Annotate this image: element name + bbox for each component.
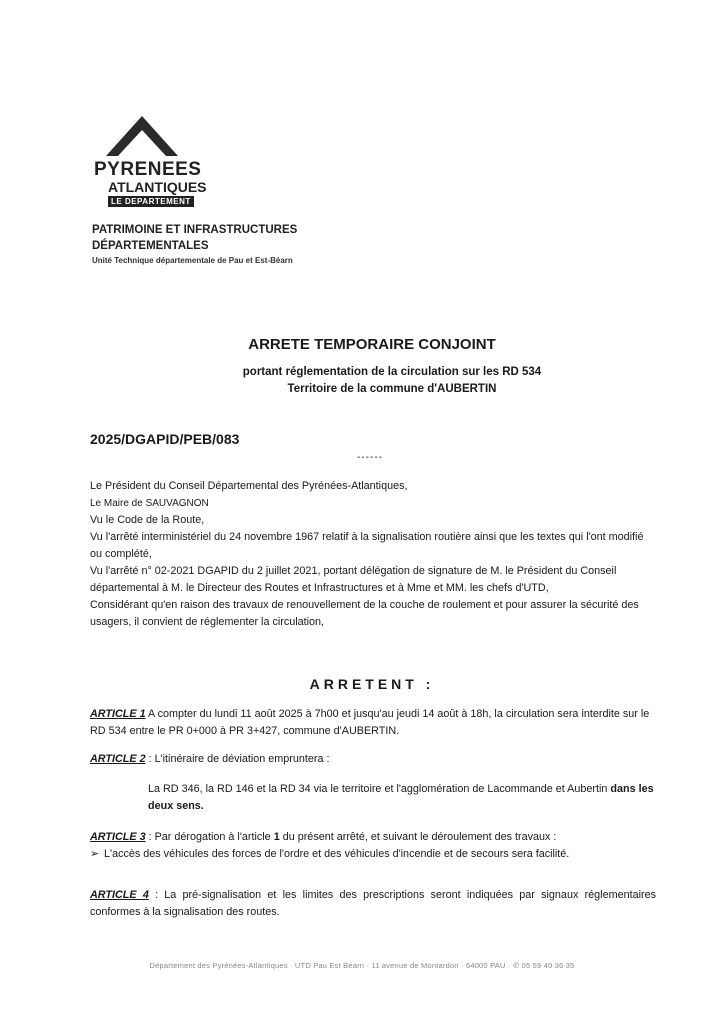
preamble-line: Le Maire de SAUVAGNON <box>90 498 209 509</box>
article-label: ARTICLE 4 <box>90 889 149 901</box>
detour-route: La RD 346, la RD 146 et la RD 34 via le territoire et l'agglomération de Lacommande et Aubertin <box>148 783 611 795</box>
article-4 <box>90 887 656 921</box>
service-unit: Unité Technique départementale de Pau et Est-Béarn <box>92 256 293 265</box>
preamble-line: Vu le Code de la Route, <box>90 514 205 526</box>
preamble-line: Vu l'arrêté interministériel du 24 novembre 1967 relatif à la signalisation routière ainsi que les textes qui l'ont modifié ou complété, <box>90 531 644 560</box>
document-title: ARRETE TEMPORAIRE CONJOINT <box>248 336 496 353</box>
department-logo <box>88 112 207 212</box>
article-text: : Par dérogation à l'article <box>145 831 274 843</box>
detour-direction: dans les deux sens. <box>148 783 654 812</box>
service-header <box>92 222 297 267</box>
article-2-detail <box>148 781 656 815</box>
page-footer: Département des Pyrénées-Atlantiques · UTD Pau Est Béarn · 11 avenue de Montardon · 64000 PAU · ✆ 05 59 40 36 35 <box>149 961 575 970</box>
decision-heading: ARRETENT : <box>309 676 435 692</box>
article-2 <box>90 751 656 768</box>
article-1 <box>90 706 656 740</box>
subtitle-line-2: Territoire de la commune d'AUBERTIN <box>287 383 497 395</box>
preamble-line: Vu l'arrêté n° 02-2021 DGAPID du 2 juillet 2021, portant délégation de signature de M. le Président du Conseil départemental à M. le Directeur des Routes et Infrastructures et à Mme et MM. les chefs d'UTD, <box>90 565 617 594</box>
service-line-2: DÉPARTEMENTALES <box>92 240 209 252</box>
article-text: : La pré-signalisation et les limites des prescriptions seront indiquées par signaux réglementaires conformes à la signalisation des routes. <box>90 889 656 918</box>
separator: ------ <box>357 452 383 463</box>
article-label: ARTICLE 3 <box>90 831 146 843</box>
preamble-line: Le Président du Conseil Départemental des Pyrénées-Atlantiques, <box>90 480 408 492</box>
article-ref-number: 1 <box>273 831 280 843</box>
arrow-bullet-icon: ➢ <box>90 848 100 860</box>
logo-text-pyrenees: PYRENEES <box>94 159 202 180</box>
article-text: A compter du lundi 11 août 2025 à 7h00 et jusqu'au jeudi 14 août à 18h, la circulation sera interdite sur le RD 534 entre le PR 0+000 à PR 3+427, commune d'AUBERTIN. <box>90 708 650 737</box>
article-text-cont: du présent arrêté, et suivant le déroulement des travaux : <box>279 831 557 843</box>
article-label: ARTICLE 2 <box>90 753 146 765</box>
logo-text-atlantiques: ATLANTIQUES <box>108 179 207 195</box>
service-line-1: PATRIMOINE ET INFRASTRUCTURES <box>92 224 298 236</box>
document-subtitle <box>30 364 724 398</box>
preamble-line: Considérant qu'en raison des travaux de renouvellement de la couche de roulement et pour assurer la sécurité des usagers, il convient de réglementer la circulation, <box>90 599 639 628</box>
preamble <box>90 478 656 631</box>
subtitle-line-1: portant réglementation de la circulation sur les RD 534 <box>242 366 542 378</box>
article-3 <box>90 829 656 863</box>
reference-number: 2025/DGAPID/PEB/083 <box>90 431 240 447</box>
article-label: ARTICLE 1 <box>90 708 146 720</box>
mountain-peak-icon <box>102 112 182 158</box>
article-text: : L'itinéraire de déviation empruntera : <box>145 753 330 765</box>
bullet-text: L'accès des véhicules des forces de l'ordre et des véhicules d'incendie et de secours sera facilité. <box>104 848 570 860</box>
logo-text-departement: LE DEPARTEMENT <box>108 196 194 207</box>
